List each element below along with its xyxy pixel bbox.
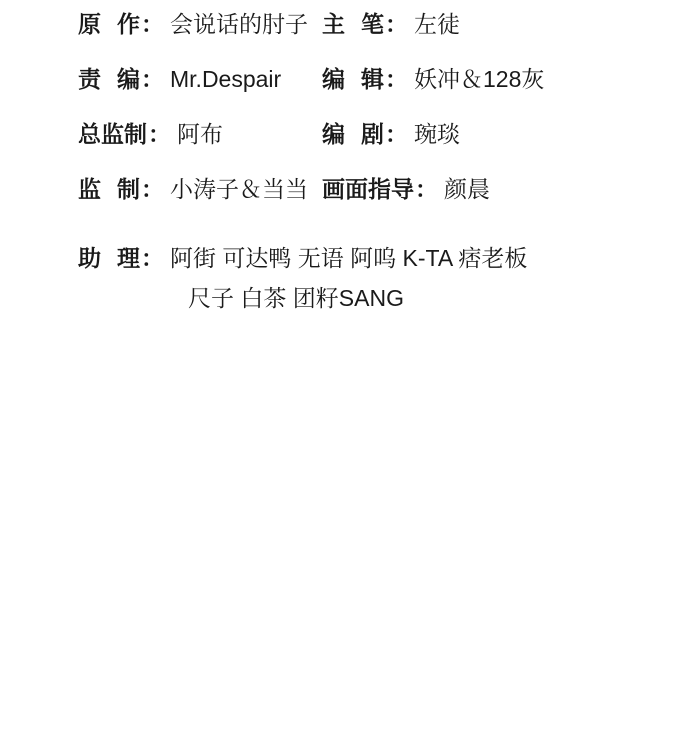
- credit-label: 主 笔: [322, 11, 384, 37]
- credit-colon: ：: [415, 176, 438, 202]
- credit-colon: ：: [385, 121, 408, 147]
- credit-label: 编 辑: [322, 66, 384, 92]
- credit-value: Mr.Despair: [170, 66, 282, 92]
- credits-block: [0, 0, 690, 310]
- credit-label: 编 剧: [322, 121, 384, 147]
- credit-entry-art-director: [310, 171, 490, 204]
- credit-colon: ：: [141, 245, 164, 271]
- credit-colon: ：: [141, 11, 164, 37]
- credit-label: 助 理: [78, 245, 140, 271]
- credit-row: [0, 116, 690, 149]
- credit-entry-editor: [310, 61, 544, 94]
- credit-value: 颜晨: [444, 176, 490, 202]
- credit-label: 原 作: [78, 11, 140, 37]
- credit-value: 小涛子＆当当: [170, 176, 308, 202]
- credit-row: [0, 171, 690, 204]
- credit-colon: ：: [148, 121, 171, 147]
- credit-colon: ：: [385, 11, 408, 37]
- credit-label: 总监制: [78, 121, 147, 147]
- credit-entry-screenwriter: [310, 116, 460, 149]
- credit-entry-original-author: [0, 6, 310, 39]
- credit-row: [0, 61, 690, 94]
- credit-label: 画面指导: [322, 176, 414, 202]
- credit-label: 监 制: [78, 176, 140, 202]
- credit-entry-main-artist: [310, 6, 460, 39]
- credit-colon: ：: [385, 66, 408, 92]
- credit-value: 会说话的肘子: [170, 11, 308, 37]
- credit-value: 妖冲＆128灰: [414, 66, 545, 92]
- assistants-line: 阿街 可达鸭 无语 阿呜 K-TA 痞老板: [170, 245, 528, 271]
- credit-entry-responsible-editor: [0, 61, 310, 94]
- credit-entry-assistants: [0, 240, 690, 310]
- credit-row: [0, 6, 690, 39]
- credit-entry-chief-producer: [0, 116, 310, 149]
- assistants-list: [166, 247, 527, 310]
- credit-value: 阿布: [177, 121, 223, 147]
- credit-value: 琬琰: [414, 121, 460, 147]
- credit-value: 左徒: [414, 11, 460, 37]
- credit-colon: ：: [141, 66, 164, 92]
- credit-label: 责 编: [78, 66, 140, 92]
- assistants-line: 尺子 白茶 团籽SANG: [188, 285, 404, 311]
- credit-entry-producer: [0, 171, 310, 204]
- credit-colon: ：: [141, 176, 164, 202]
